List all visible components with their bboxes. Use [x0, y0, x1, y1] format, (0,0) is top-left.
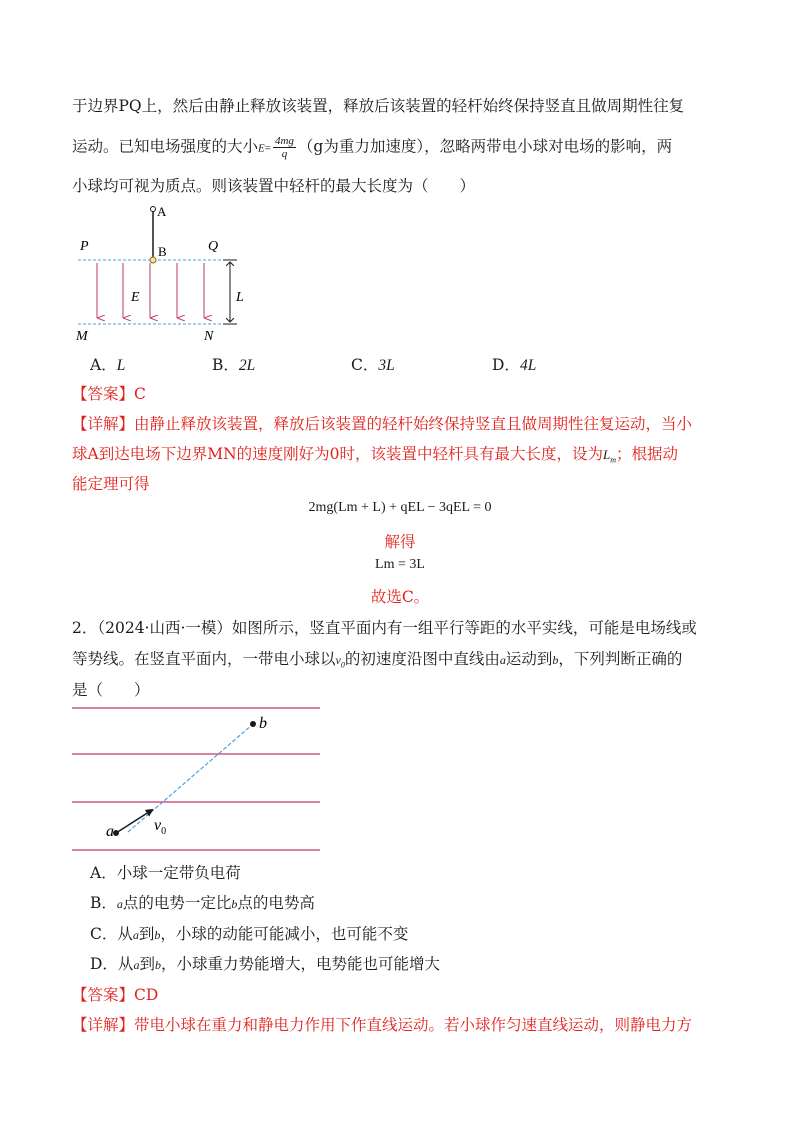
option-text: ，小球重力势能增大，电势能也可能增大	[160, 955, 440, 973]
equation-result: Lm = 3L	[375, 557, 425, 572]
detail-text: 球A到达电场下边界MN的速度刚好为0时，该装置中轻杆具有最大长度，设为	[72, 445, 603, 463]
q1-text-line3: 小球均可视为质点。则该装置中轻杆的最大长度为（ ）	[72, 177, 476, 195]
q2-text: 运动到	[505, 650, 553, 668]
q2-text: 的初速度沿图中直线由	[344, 650, 500, 668]
point-a-symbol: a	[499, 653, 506, 667]
q1-answer	[72, 383, 146, 405]
option-text: C．从	[90, 925, 133, 943]
label-l: L	[236, 290, 244, 305]
e-symbol: E	[258, 142, 265, 155]
point-b	[250, 721, 256, 727]
label-p: P	[80, 239, 89, 254]
q2-option-d	[90, 953, 440, 976]
q2-answer	[72, 984, 158, 1006]
answer-tag: 【答案】	[72, 385, 135, 403]
option-letter: C．	[351, 356, 379, 374]
option-text: 点的电势高	[237, 894, 315, 912]
option-letter: A．	[90, 356, 117, 374]
label-b: B	[158, 244, 167, 259]
option-letter: B．	[212, 356, 239, 374]
label-n: N	[204, 329, 214, 344]
point-a-symbol: a	[132, 928, 139, 942]
option-value: 2L	[238, 357, 256, 374]
label-v-sub: 0	[161, 826, 167, 837]
option-text: ，小球的动能可能减小，也可能不变	[160, 925, 409, 943]
q1-detail-line3: 能定理可得	[72, 475, 150, 493]
q2-option-a: A．小球一定带负电荷	[90, 864, 241, 882]
label-q: Q	[208, 239, 219, 254]
q1-text-line1: 于边界PQ上，然后由静止释放该装置，释放后该装置的轻杆始终保持竖直且做周期性往复	[72, 97, 685, 115]
label-b: b	[259, 715, 267, 732]
option-text: B．	[90, 894, 117, 912]
v0-symbol	[335, 653, 345, 670]
q1-option-c	[351, 353, 395, 375]
point-a-symbol: a	[133, 958, 140, 972]
label-v: v	[154, 817, 162, 834]
q2-option-b	[90, 892, 315, 915]
option-text: D．从	[90, 955, 134, 973]
q1-text-line2-a: 运动。已知电场强度的大小	[72, 137, 259, 156]
q2-option-c	[90, 923, 408, 946]
answer-tag: 【答案】	[72, 986, 135, 1004]
point-b-symbol: b	[154, 958, 161, 972]
option-value: L	[116, 357, 126, 374]
option-text: 点的电势一定比	[122, 894, 232, 912]
detail-text: ；根据动	[616, 445, 679, 463]
option-value: 4L	[519, 357, 537, 374]
q1-field-figure	[70, 200, 270, 350]
v-subscript: 0	[340, 660, 345, 670]
q2-field-figure	[70, 700, 330, 860]
q1-text-line2-b: （g为重力加速度），忽略两带电小球对电场的影响，两	[297, 137, 673, 156]
q1-option-d	[492, 353, 536, 375]
lm-subscript: m	[610, 455, 617, 465]
conclusion: 故选C。	[370, 588, 430, 606]
q1-detail-line2	[72, 443, 678, 472]
v-main: v	[335, 653, 341, 667]
q2-text: 等势线。在竖直平面内，一带电小球以	[72, 650, 336, 668]
velocity-arrow	[116, 810, 152, 833]
label-v0	[154, 817, 166, 837]
answer-value: CD	[134, 986, 159, 1004]
q2-text: ，下列判断正确的	[558, 650, 683, 668]
q2-text-line3: 是（ ）	[72, 681, 150, 699]
lm-main: L	[603, 447, 611, 462]
q1-option-b	[212, 353, 255, 375]
option-value: 3L	[378, 357, 395, 374]
point-a-symbol: a	[116, 897, 123, 911]
q1-option-a	[90, 353, 125, 375]
point-b-symbol: b	[552, 653, 559, 667]
q1-detail-line1	[72, 413, 692, 435]
option-text: 到	[139, 955, 155, 973]
answer-value: C	[134, 385, 146, 403]
detail-text: 带电小球在重力和静电力作用下作直线运动。若小球作匀速直线运动，则静电力方	[134, 1016, 693, 1034]
q2-text-line2	[72, 648, 682, 676]
label-a: a	[106, 823, 114, 840]
fraction-numerator: 4mg	[274, 135, 294, 147]
point-b-symbol: b	[154, 928, 161, 942]
e-fraction	[273, 135, 296, 160]
solve-label: 解得	[384, 533, 416, 551]
point-b-symbol: b	[231, 897, 238, 911]
option-text: 到	[138, 925, 155, 943]
q2-detail-line1	[72, 1014, 692, 1036]
label-a: A	[157, 204, 167, 219]
detail-text: 由静止释放该装置，释放后该装置的轻杆始终保持竖直且做周期性往复运动，当小	[134, 415, 693, 433]
label-e: E	[131, 290, 140, 305]
equation-energy: 2mg(Lm + L) + qEL − 3qEL = 0	[308, 500, 492, 515]
lm-symbol	[603, 447, 617, 465]
q1-text-line2	[72, 135, 672, 160]
fraction-denominator: q	[281, 148, 288, 160]
detail-tag: 【详解】	[72, 1016, 135, 1034]
option-letter: D．	[492, 356, 520, 374]
equals-sign: =	[264, 142, 271, 155]
ball-a	[151, 207, 156, 212]
q2-text-line1: 2．（2024·山西·一模）如图所示，竖直平面内有一组平行等距的水平实线，可能是电场线或	[72, 619, 697, 637]
ball-b	[150, 257, 156, 263]
detail-tag: 【详解】	[72, 415, 135, 433]
trajectory-line	[128, 724, 253, 832]
label-m: M	[76, 329, 88, 344]
